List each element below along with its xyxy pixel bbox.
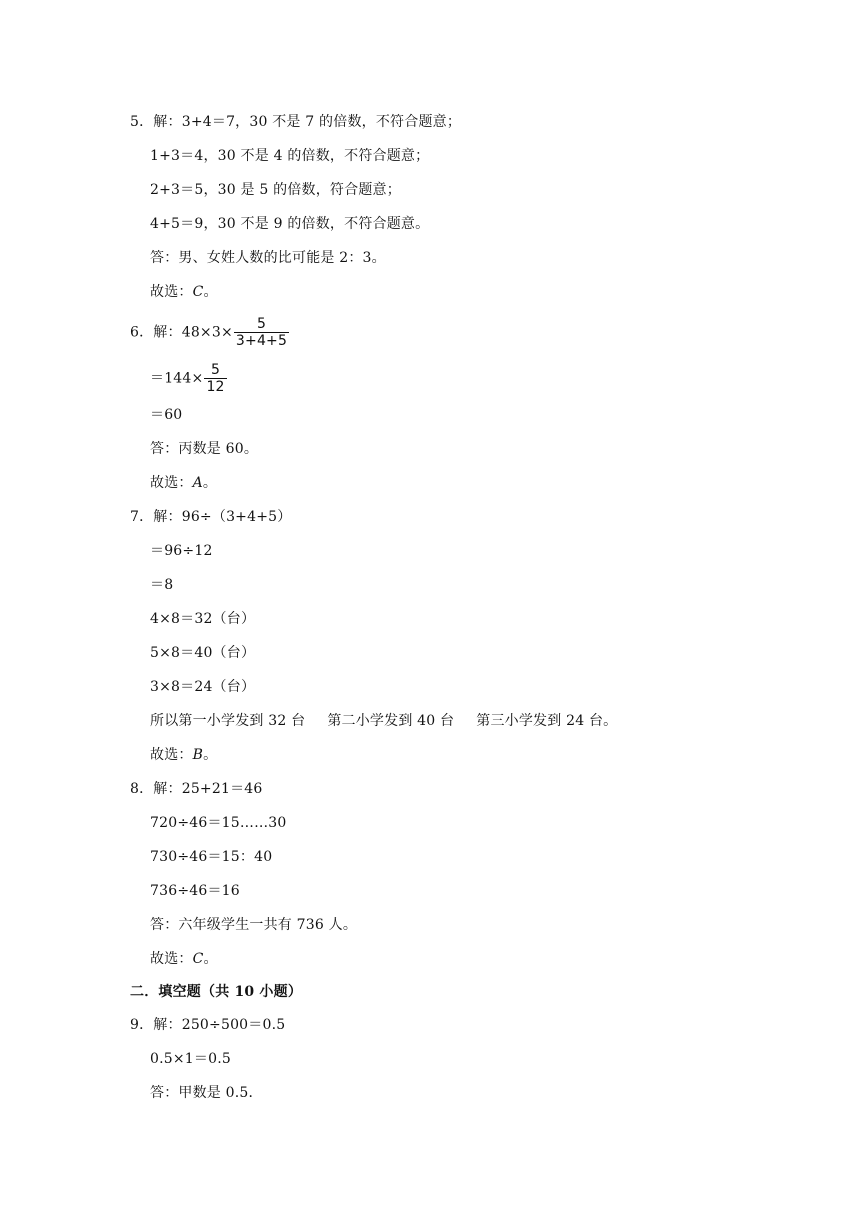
q8-choice-suffix: 。 xyxy=(203,951,218,967)
q7-label: 7．解： xyxy=(130,509,182,525)
q6-choice-prefix: 故选： xyxy=(150,475,193,491)
q6-choice: A xyxy=(192,475,203,491)
q5-step-1: 3+4＝7，30 不是 7 的倍数，不符合题意； xyxy=(181,114,462,130)
q8-label: 8．解： xyxy=(130,781,182,797)
q6-fraction-1-denominator: 3+4+5 xyxy=(235,333,288,349)
q5-line-1 xyxy=(130,113,461,131)
q6-fraction-2-numerator: 5 xyxy=(204,362,226,379)
q9-step-2: 0.5×1＝0.5 xyxy=(150,1051,231,1067)
q9-step-1: 250÷500＝0.5 xyxy=(181,1017,286,1033)
q7-choice-suffix: 。 xyxy=(203,747,218,763)
q7-step-5: 5×8＝40（台） xyxy=(150,645,256,661)
q7-choice: B xyxy=(192,747,204,763)
q7-step-3: ＝8 xyxy=(150,577,174,593)
q7-summary-c: 第三小学发到 24 台。 xyxy=(476,713,618,729)
q8-answer: 答：六年级学生一共有 736 人。 xyxy=(150,917,358,933)
q7-choice-prefix: 故选： xyxy=(150,747,193,763)
q8-step-3: 730÷46＝15：40 xyxy=(150,849,273,865)
q8-step-2: 720÷46＝15……30 xyxy=(150,815,287,831)
q6-step-3: ＝60 xyxy=(150,407,183,423)
q7-choice-line xyxy=(150,746,217,764)
q9-answer: 答：甲数是 0.5． xyxy=(150,1085,263,1101)
q5-choice-prefix: 故选： xyxy=(150,284,193,300)
q6-label: 6．解： xyxy=(130,324,182,341)
q6-line-2 xyxy=(150,362,227,395)
q6-line-1 xyxy=(130,316,289,349)
q6-choice-suffix: 。 xyxy=(202,475,218,491)
q7-step-6: 3×8＝24（台） xyxy=(150,679,256,695)
q7-summary-b: 第二小学发到 40 台 xyxy=(327,713,455,729)
q6-choice-line xyxy=(150,474,217,492)
q8-step-1: 25+21＝46 xyxy=(181,781,263,797)
q6-fraction-1 xyxy=(234,316,289,349)
q5-label: 5．解： xyxy=(130,114,182,130)
q7-step-1: 96÷（3+4+5） xyxy=(181,509,292,525)
q8-choice-line xyxy=(150,950,218,968)
q6-expr-1: 48×3× xyxy=(181,324,233,341)
q7-step-4: 4×8＝32（台） xyxy=(150,611,256,627)
q5-choice: C xyxy=(192,284,204,300)
q7-summary-a: 所以第一小学发到 32 台 xyxy=(150,713,306,729)
q5-step-4: 4+5＝9，30 不是 9 的倍数，不符合题意。 xyxy=(150,216,430,232)
q7-step-2: ＝96÷12 xyxy=(150,543,213,559)
q9-label: 9．解： xyxy=(130,1017,182,1033)
q5-choice-line xyxy=(150,283,218,301)
q8-step-4: 736÷46＝16 xyxy=(150,883,240,899)
q7-summary xyxy=(150,712,617,730)
q6-answer: 答：丙数是 60。 xyxy=(150,441,259,457)
q7-line-1 xyxy=(130,508,291,526)
q6-fraction-1-numerator: 5 xyxy=(234,316,289,333)
q6-fraction-2 xyxy=(204,362,226,395)
q9-line-1 xyxy=(130,1016,285,1034)
q5-answer: 答：男、女姓人数的比可能是 2：3。 xyxy=(150,250,386,266)
q8-choice: C xyxy=(192,951,204,967)
q8-line-1 xyxy=(130,780,263,798)
q6-expr-2: ＝144× xyxy=(150,370,204,387)
q5-step-3: 2+3＝5，30 是 5 的倍数，符合题意； xyxy=(150,182,401,198)
section-2-heading: 二．填空题（共 10 小题） xyxy=(130,984,303,1000)
q5-step-2: 1+3＝4，30 不是 4 的倍数，不符合题意； xyxy=(150,148,430,164)
q8-choice-prefix: 故选： xyxy=(150,951,193,967)
q5-choice-suffix: 。 xyxy=(203,284,218,300)
q6-fraction-2-denominator: 12 xyxy=(206,379,225,395)
